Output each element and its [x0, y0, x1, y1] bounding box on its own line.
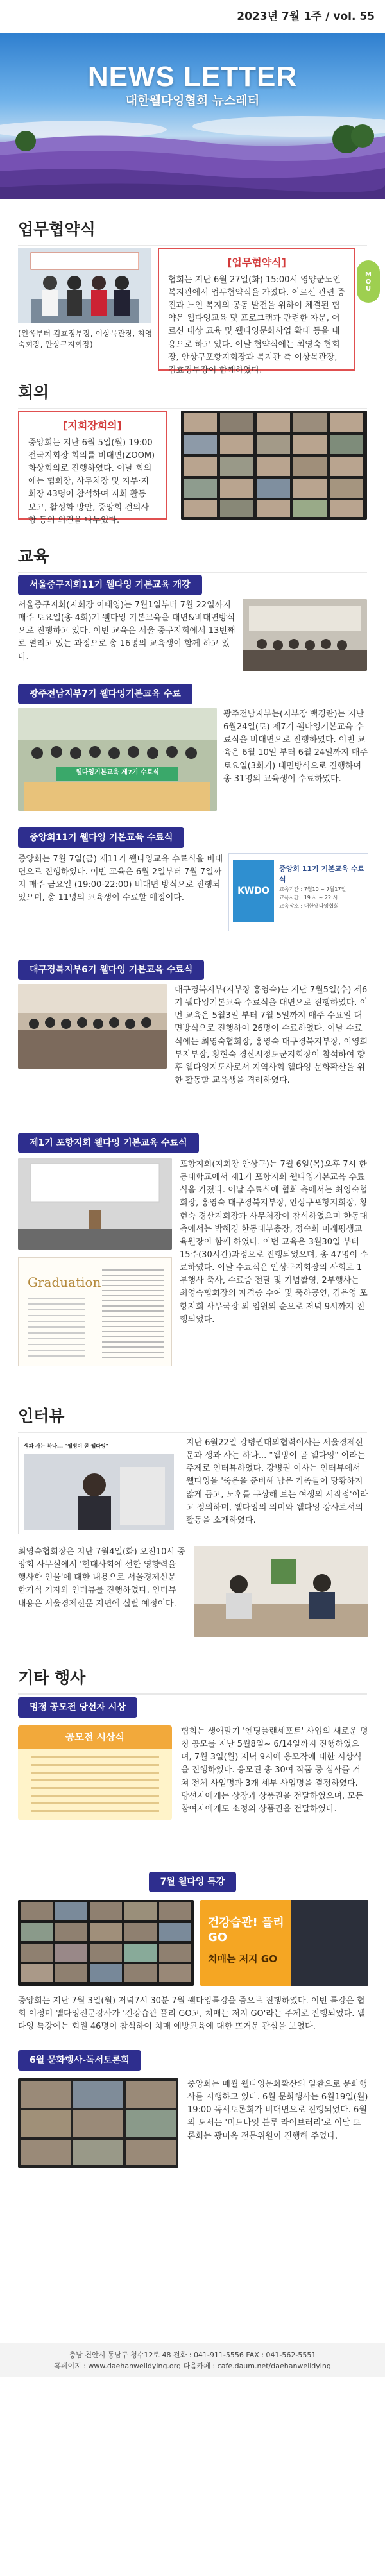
mou-badge-letter: M: [365, 271, 372, 278]
hero-banner: [0, 33, 385, 199]
events-section: [0, 1666, 385, 1695]
edu5-text: 포항지회(지회장 안상구)는 7월 6일(목)오후 7시 한동대학교에서 제1기 포항지회 웰다잉기본교육 수료식을 가졌다. 이날 수료식에 협회 측에서는 최영숙협회장, 홍영숙 대구경북지부장, 안상구포항지회장, 황현숙 경산지회장과 사무처장이 참석하였으며 한동대 측에서는 박혜경 한동대부총장, 정숙희 미래평생교육원장이 함께 하였다. 이번 교육은 3월30일 부터 15주(30시간)과정으로 진행되었으며, 총 47명이 수료하였다. 이날 수료식은 안상구지회장의 사회로 1부행사 축사, 수료증 전달 및 기념촬영, 2부행사는 최영숙협회장의 자격증 수여 및 축하공연, 김은영 포항지회 사무국장 외 임원의 순으로 저녁 9시까지 진행되었다.: [180, 1160, 368, 1325]
edu1-text: 서울중구지회(지회장 이태영)는 7월1일부터 7월 22일까지 매주 토요일(총 4회)기 웰다잉 기본교육을 대면&비대면방식으로 진행하고 있다. 이번 교육은 서울 중구지회에서 13번째로 열리고 있는 과정으로 총 16명의 교육생이 함께 하고 있다.: [18, 600, 235, 662]
event2-slide-sub: 치매는 저지 GO: [208, 1953, 277, 1965]
poster-lines: [31, 1756, 159, 1813]
meeting-section-title: 회의: [18, 383, 49, 402]
poster-line: 교육시간 : 19 시 ~ 22 시: [279, 894, 338, 901]
event3-pill: [18, 2050, 141, 2071]
zoom-meeting-photo: [181, 411, 367, 520]
section-divider: [18, 1432, 367, 1433]
interview-photo: [194, 1546, 368, 1637]
edu4-text: 대구경북지부(지부장 홍영숙)는 지난 7월5일(수) 제6기 웰다잉기본교육 수료식을 대면으로 진행하였다. 이번 교육은 5월3일 부터 7월 5일까지 매주 수요일 대면방식으로 진행하여 26명이 수료하였다. 이날 수료식에는 최영숙협회장, 홍영숙 대구경북지부장, 이영희 부지부장, 황현숙 경산시정도군지회장이 참석하여 향후 웰다잉지도사로서 지역사회 웰다잉 문화확산을 위한 활동할 교육생을 격려하였다.: [175, 985, 368, 1085]
event3-zoom-photo: [18, 2078, 178, 2168]
event2-text: 중앙회는 지난 7월 3일(월) 저녁7시 30분 7월 웰다잉특강을 줌으로 진행하였다. 이번 특강은 협회 이정미 웰다잉전문강사가 '건강습관 플리 GO고, 치매는 저지 GO'라는 주제로 진행되었다. 웰다잉 특강에는 회원 46명이 참석하여 치매 예방교육에 대한 뜨거운 관심을 보였다.: [18, 1996, 366, 2032]
edu1-pill-label: 서울중구지회11기 웰다잉 기본교육 개강: [18, 575, 202, 595]
edu2-group-photo: [18, 708, 217, 811]
edu4-pill-label: 대구경북지부6기 웰다잉 기본교육 수료식: [18, 960, 204, 980]
edu1-pill: [18, 575, 202, 595]
education-section: [0, 545, 385, 573]
mou-section: [0, 218, 385, 246]
mou-box: [158, 248, 355, 375]
footer-address: 충남 천안시 동남구 청수12로 48 전화 : 041-911-5556 FAX : 041-562-5551: [69, 2351, 316, 2359]
edu1-photo: [243, 599, 367, 671]
event2-pill-label: 7월 웰다잉 특강: [149, 1872, 237, 1892]
event2-pill: [0, 1872, 385, 1892]
education-section-title: 교육: [18, 547, 49, 566]
poster-line: 교육장소 : 대한웰다잉협회: [279, 902, 339, 909]
interview-text-1: 지난 6월22일 강병권대외협력이사는 서울경제신문과 생과 사는 하나... "웰빙이 곧 웰다잉" 이라는 주제로 인터뷰하였다. 강병권 이사는 인터뷰에서 웰다잉을 '죽음을 준비해 남은 가족들이 당황하지 않게 돕고, 노후를 구상해 보는 여생의 시작점'이라고 정의하며, 웰다잉의 의미와 웰다잉 강사로서의 활동을 소개하였다.: [186, 1438, 368, 1525]
section-divider: [18, 245, 367, 246]
mou-photo: [18, 248, 151, 323]
edu5-pill: [18, 1133, 199, 1153]
section-divider: [18, 1693, 367, 1695]
meeting-box-text: 중앙회는 지난 6월 5일(월) 19:00 전국지회장 회의를 비대면(ZOOM) 화상회의로 진행하였다. 이날 회의에는 협회장, 사무처장 및 지부·지회장 43명이 참석하여 지회 활동 보고, 활성화 방안, 중앙회 건의사항 등의 의견을 나누었다.: [28, 437, 155, 525]
mou-box-text: 협회는 지난 6월 27일(화) 15:00시 영양군노인복지관에서 업무협약식을 가졌다. 어르신 관련 증진과 노인 복지의 공동 발전을 위하여 체결된 협약은 웰다잉교육 및 프로그램과 관련한 자문, 어르신 대상 교육 및 웰다잉문화사업 확대 등을 내용으로 하고 있다. 이날 협약식에는 최영숙 협회장, 안상구포항지회장과 복지관 측 이상목관장, 김효정부장이 함께하였다.: [168, 275, 345, 375]
edu2-pill: [18, 684, 193, 704]
event3-pill-label: 6월 문화행사-독서토론회: [18, 2050, 141, 2071]
edu2-pill-label: 광주전남지부7기 웰다잉기본교육 수료: [18, 684, 193, 704]
section-divider: [18, 572, 367, 573]
interview-section-title: 인터뷰: [18, 1407, 65, 1425]
mou-badge: [357, 260, 380, 303]
interview-text-2: 최영숙협회장은 지난 7월4일(화) 오전10시 중앙회 사무실에서 '현대사회에 선한 영향력을 행사한 인물'에 대한 내용으로 서울경제신문 한기석 기자와 인터뷰를 진행하였다. 인터뷰 내용은 서울경제신문 지면에 실릴 예정이다.: [18, 1547, 185, 1609]
edu3-text: 중앙회는 7월 7일(금) 제11기 웰다잉교육 수료식을 비대면으로 진행하였다. 이번 교육은 6월 2일부터 7월 7일까지 매주 금요일 (19:00-22:00) 비대면 방식으로 진행되었으며, 총 11명의 교육생이 수료할 예정이다.: [18, 854, 223, 903]
event2-zoom-photo: [18, 1900, 194, 1986]
edu5-graduation-program: [18, 1257, 172, 1366]
event1-text: 협회는 생애말기 '엔딩플랜세포트' 사업의 새로운 명칭 공모를 지난 5월8일~ 6/14일까지 진행하였으며, 7월 3일(월) 저녁 9시에 응모작에 대한 시상식을 진행하였다. 응모된 총 30여 작품 중 심사를 거쳐 전체 사업명과 3개 세부 사업명을 결정하였다. 당선자에게는 상장과 상품권을 전달하였으며, 모든 참여자에게도 소정의 상품권을 전달하였다.: [181, 1727, 368, 1814]
event1-poster: [18, 1725, 172, 1820]
issue-label: 2023년 7월 1주 / vol. 55: [237, 10, 375, 23]
poster-line: 교육기간 : 7월10 ~ 7월17일: [279, 886, 346, 892]
meeting-box: [18, 411, 167, 525]
edu4-pill: [18, 960, 204, 980]
event1-pill: [18, 1697, 137, 1718]
mou-section-title: 업무협약식: [18, 220, 96, 239]
mou-photo-caption: (왼쪽부터 김효정부장, 이상목관장, 최영숙회장, 안상구지회장): [18, 329, 153, 349]
section-divider: [18, 408, 367, 409]
edu2-text: 광주전남지부는(지부장 백경란)는 지난 6월24일(토) 제7기 웰다잉기본교육 수료식을 비대면으로 진행하였다. 이번 교육은 6월 10일 부터 6월 24일까지 매주 토요일(3회기) 대면방식으로 진행하여 총 31명의 교육생이 수료하였다.: [223, 709, 368, 784]
edu4-photo: [18, 984, 167, 1069]
program-lines: [102, 1269, 164, 1359]
interview-section: [0, 1405, 385, 1433]
events-section-title: 기타 행사: [18, 1668, 86, 1687]
meeting-box-title: [지회장회의]: [63, 419, 122, 432]
issue-bar: [0, 0, 385, 33]
event2-slide-title: 건강습관! 플리 GO: [208, 1916, 284, 1945]
event3-text: 중앙회는 매월 웰다잉문화확산의 일환으로 문화행사를 시행하고 있다. 6월 문화행사는 6월19일(월) 19:00 독서토론회가 비대면으로 진행되었다. 6월의 도서는 '미드나잇 블루 라이브러리'로 이달 토론회는 광미옥 전문위원이 진행해 주었다.: [187, 2080, 368, 2141]
edu3-poster: [228, 853, 368, 931]
edu5-ceremony-photo: [18, 1158, 172, 1250]
mou-box-title: [업무협약식]: [227, 257, 286, 269]
edu3-pill: [18, 827, 184, 848]
event1-poster-title: 공모전 시상식: [65, 1731, 125, 1743]
edu5-pill-label: 제1기 포항지회 웰다잉 기본교육 수료식: [18, 1133, 199, 1153]
newsletter-subtitle: 대한웰다잉협회 뉴스레터: [125, 94, 260, 108]
edu3-poster-title: 중앙회 11기 기본교육 수료식: [279, 865, 365, 883]
event2-slide: [200, 1900, 368, 1986]
edu4-text-top: [175, 984, 368, 1087]
edu3-pill-label: 중앙회11기 웰다잉 기본교육 수료식: [18, 827, 184, 848]
mou-badge-letter: O: [365, 278, 372, 285]
edu2-banner: 웰다잉기본교육 제7기 수료식: [76, 769, 159, 776]
footer-links: 홈페이지 : www.daehanwelldying.org 다음카페 : cafe.daum.net/daehanwelldying: [54, 2361, 331, 2370]
kwdo-logo: KWDO: [233, 860, 274, 922]
event1-pill-label: 명정 공모전 당선자 시상: [18, 1697, 137, 1718]
clipping-headline: 생과 사는 하나... "웰빙이 곧 웰다잉": [24, 1443, 108, 1449]
slide-photo-panel: [291, 1900, 368, 1986]
mou-badge-letter: U: [365, 285, 372, 292]
meeting-section: [0, 381, 385, 409]
edu3-poster-lines: [279, 886, 366, 910]
footer: [0, 2343, 385, 2377]
zoom-grid-image: [181, 411, 367, 520]
graduation-title: Graduation: [28, 1275, 101, 1290]
interview-clipping: [18, 1437, 178, 1534]
clipping-photo: [24, 1454, 174, 1530]
program-lines: [28, 1298, 85, 1359]
newsletter-title: NEWS LETTER: [87, 61, 298, 92]
